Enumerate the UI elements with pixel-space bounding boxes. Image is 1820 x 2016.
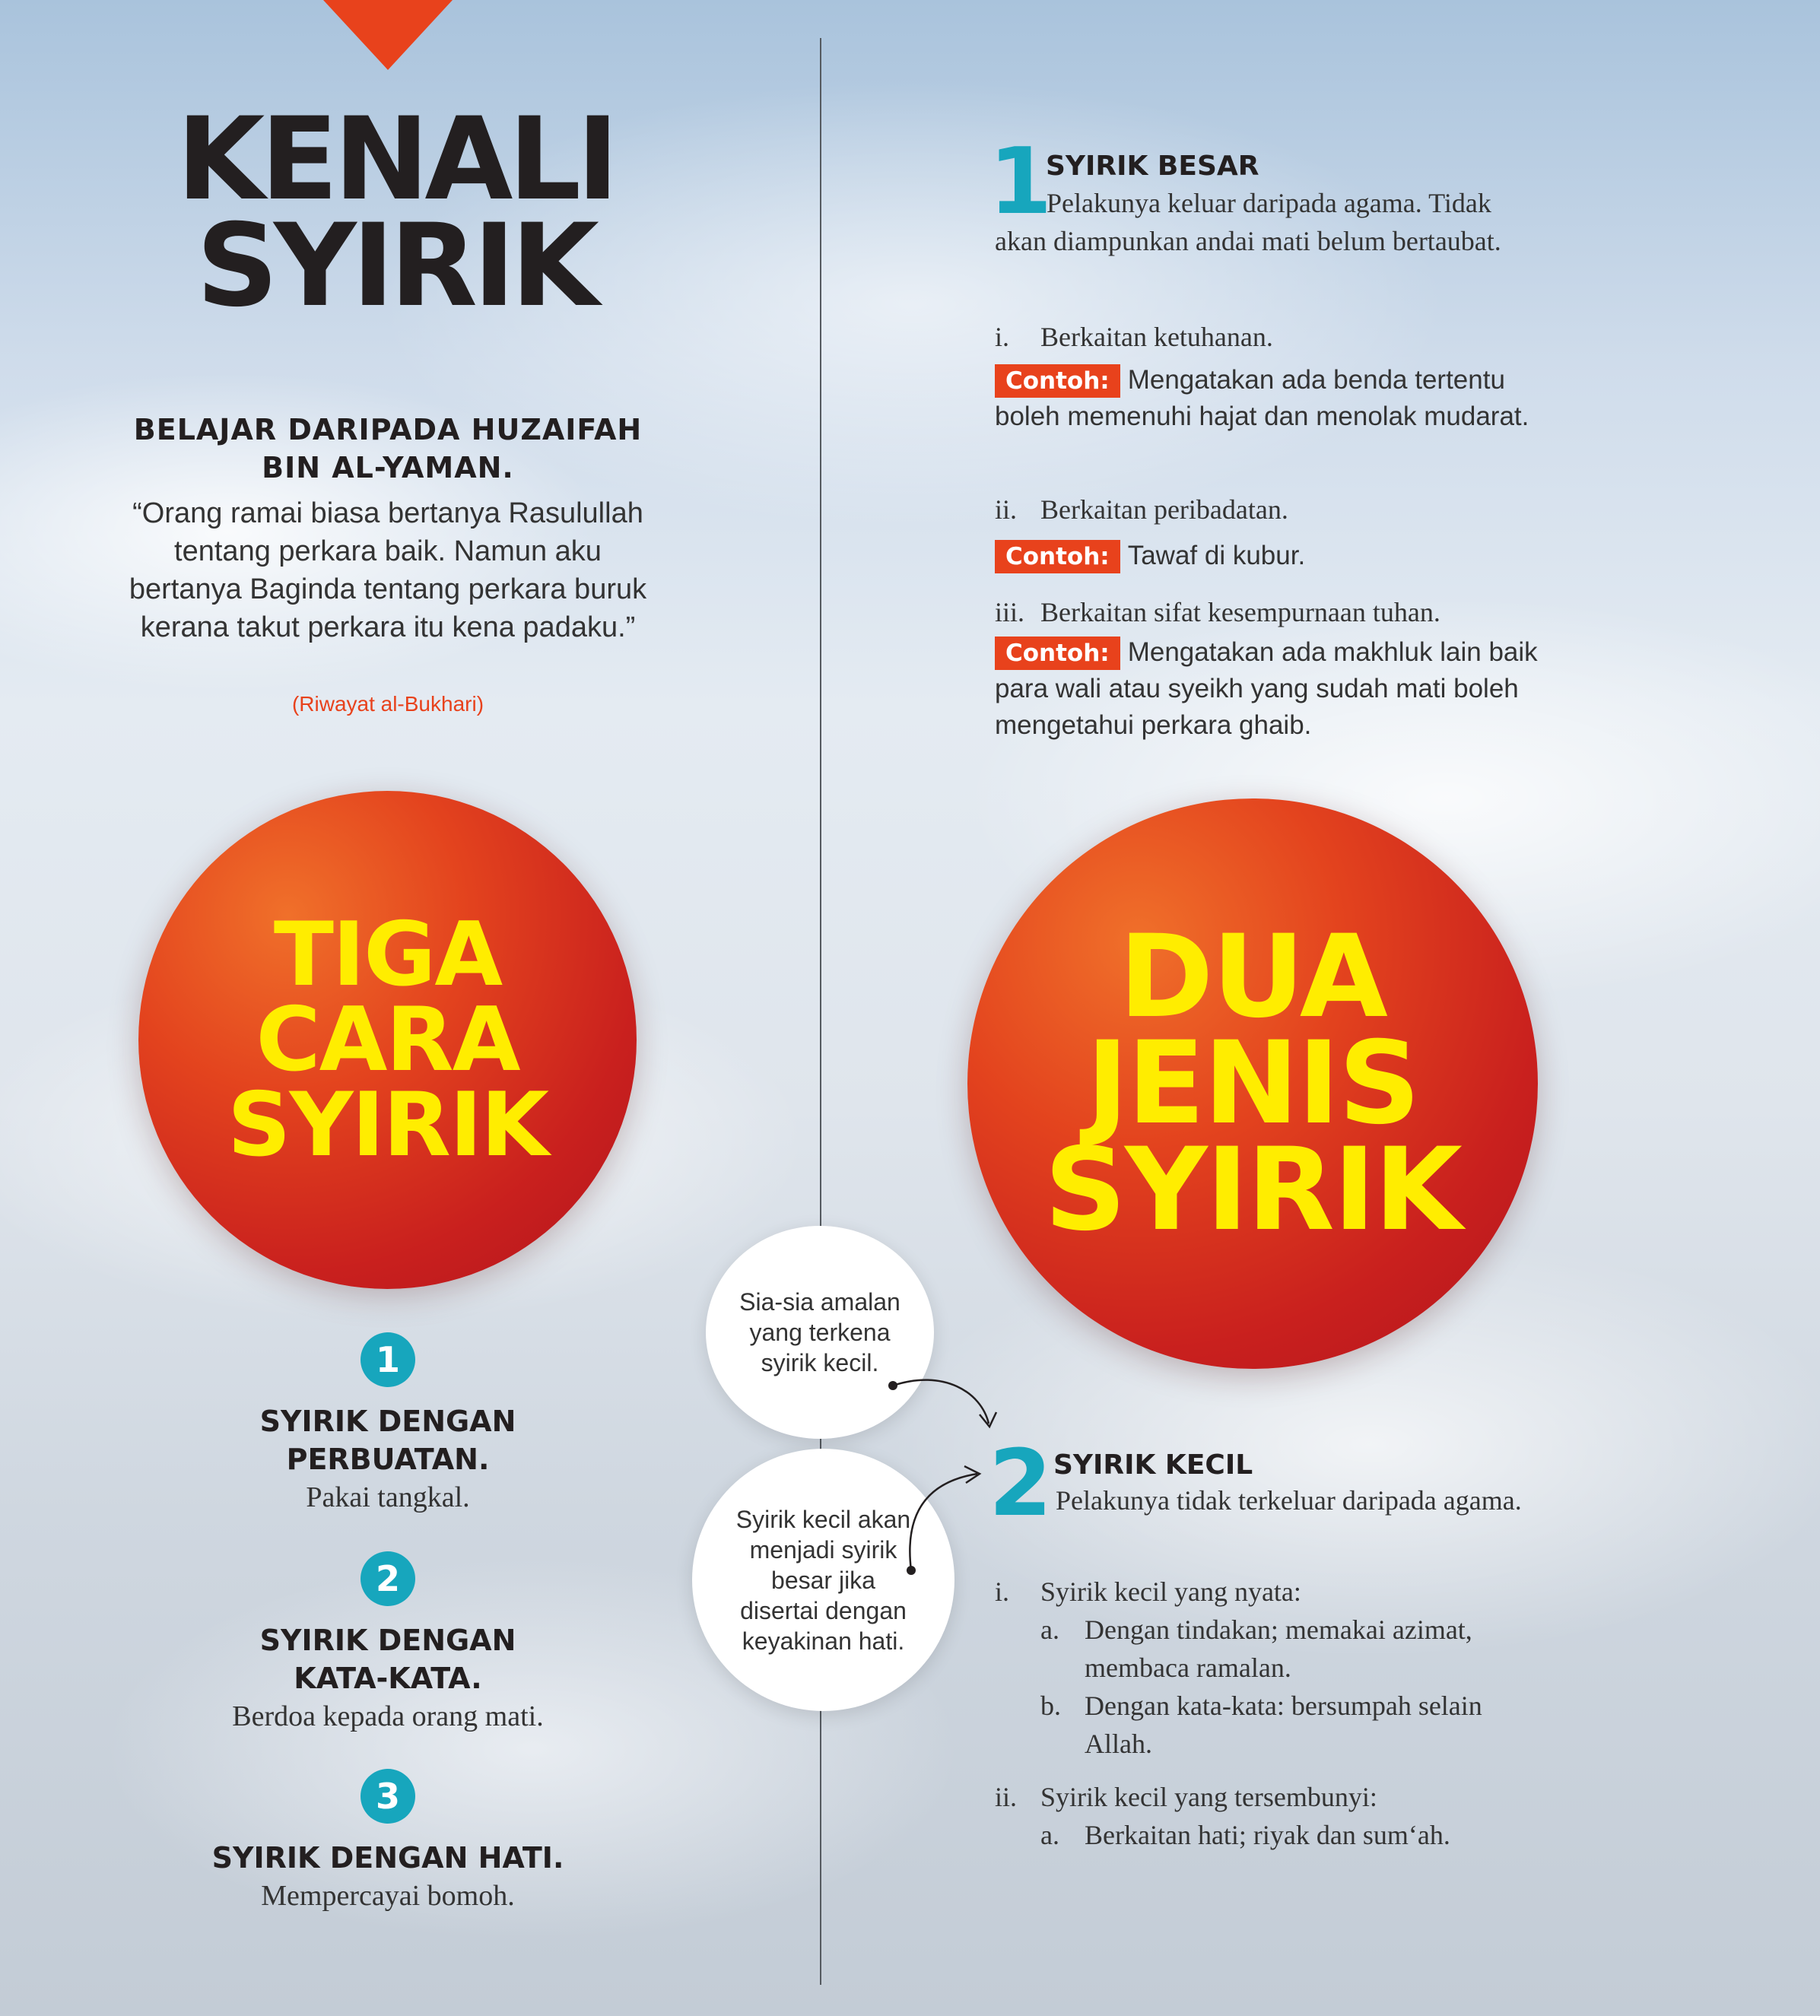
example-body: Mengatakan ada benda tertentu boleh memenuhi hajat dan menolak mudarat.: [995, 365, 1529, 431]
example-text: [995, 538, 1542, 574]
sub-marker: a.: [1040, 1820, 1059, 1850]
list-text: Berkaitan ketuhanan.: [1040, 322, 1273, 352]
contoh-label: Contoh:: [995, 540, 1120, 573]
note-bubble-1-text: Sia-sia amalan yang terkena syirik kecil.: [739, 1288, 900, 1376]
syirik-besar-item: [995, 593, 1542, 744]
section-number-1: 1: [989, 129, 1053, 235]
list-marker: iii.: [995, 597, 1025, 627]
tiga-cara-line-2: CARA: [256, 988, 519, 1091]
list-item: [995, 593, 1542, 631]
sub-text: Dengan kata-kata: bersumpah selain Allah.: [1085, 1691, 1482, 1759]
arrow-1-path: [893, 1380, 989, 1424]
example-body: Mengatakan ada makhluk lain baik para wali atau syeikh yang sudah mati boleh mengetahui perkara ghaib.: [995, 637, 1538, 740]
intro-heading: BELAJAR DARIPADA HUZAIFAH BIN AL-YAMAN.: [133, 413, 643, 484]
syirik-kecil-title: SYIRIK KECIL: [1053, 1449, 1253, 1481]
syirik-besar-item: [995, 491, 1542, 574]
sub-list-item: [995, 1816, 1542, 1854]
list-marker: i.: [995, 1576, 1010, 1607]
sub-list-item: [995, 1687, 1542, 1763]
section-number-2: 2: [989, 1431, 1053, 1537]
contoh-label: Contoh:: [995, 637, 1120, 670]
intro-source: (Riwayat al-Bukhari): [291, 692, 484, 716]
dua-jenis-line-2: JENIS: [1086, 1018, 1419, 1150]
list-text: Syirik kecil yang nyata:: [1040, 1576, 1301, 1607]
sub-text: Berkaitan hati; riyak dan sum‘ah.: [1085, 1820, 1450, 1850]
cara-description: Mempercayai bomoh.: [261, 1880, 515, 1912]
contoh-label: Contoh:: [995, 364, 1120, 398]
list-item: [995, 1573, 1542, 1611]
number-badge: 1: [361, 1332, 415, 1387]
sub-marker: a.: [1040, 1614, 1059, 1645]
list-item: [995, 1778, 1542, 1816]
tiga-cara-line-3: SYIRIK: [227, 1073, 548, 1176]
syirik-besar-description: Pelakunya keluar daripada agama. Tidak akan diampunkan andai mati belum bertaubat.: [995, 188, 1501, 256]
cara-description: Berdoa kepada orang mati.: [232, 1700, 544, 1732]
example-text: [995, 362, 1542, 435]
cara-title-line: SYIRIK DENGAN: [259, 1624, 516, 1657]
dua-jenis-line-3: SYIRIK: [1043, 1124, 1461, 1256]
sub-list-item: [995, 1611, 1542, 1687]
main-title-line-2: SYIRIK: [195, 200, 595, 332]
list-marker: ii.: [995, 494, 1018, 525]
list-item: [995, 491, 1542, 529]
cara-title-line: PERBUATAN.: [286, 1443, 490, 1476]
dua-jenis-line-1: DUA: [1119, 911, 1386, 1043]
list-text: Berkaitan sifat kesempurnaan tuhan.: [1040, 597, 1440, 627]
tiga-cara-line-1: TIGA: [273, 903, 502, 1006]
sub-text: Dengan tindakan; memakai azimat, membaca ramalan.: [1085, 1614, 1472, 1683]
syirik-kecil-description: Pelakunya tidak terkeluar daripada agama.: [1056, 1485, 1522, 1516]
sub-marker: b.: [1040, 1691, 1061, 1721]
syirik-kecil-list: [995, 1573, 1542, 1854]
list-marker: i.: [995, 322, 1010, 352]
list-text: Berkaitan peribadatan.: [1040, 494, 1288, 525]
arrow-2-path: [910, 1474, 977, 1570]
intro-quote: “Orang ramai biasa bertanya Rasulullah tentang perkara baik. Namun aku bertanya Baginda tentang perkara buruk kerana takut perkara itu kena padaku.”: [129, 497, 647, 643]
syirik-besar-title: SYIRIK BESAR: [1046, 151, 1259, 182]
cara-title-line: SYIRIK DENGAN HATI.: [211, 1841, 564, 1875]
number-badge: 3: [361, 1769, 415, 1824]
example-text: [995, 634, 1542, 744]
cara-title-line: KATA-KATA.: [294, 1662, 482, 1695]
example-body: Tawaf di kubur.: [1127, 541, 1306, 570]
cara-title-line: SYIRIK DENGAN: [259, 1405, 516, 1438]
list-marker: ii.: [995, 1782, 1018, 1812]
list-item: [995, 318, 1542, 356]
cara-description: Pakai tangkal.: [306, 1481, 470, 1513]
note-bubble-2-text: Syirik kecil akan menjadi syirik besar jika disertai dengan keyakinan hati.: [735, 1505, 911, 1655]
syirik-besar-item: [995, 318, 1542, 435]
number-badge: 2: [361, 1551, 415, 1606]
list-text: Syirik kecil yang tersembunyi:: [1040, 1782, 1377, 1812]
main-title-line-1: KENALI: [176, 94, 615, 226]
